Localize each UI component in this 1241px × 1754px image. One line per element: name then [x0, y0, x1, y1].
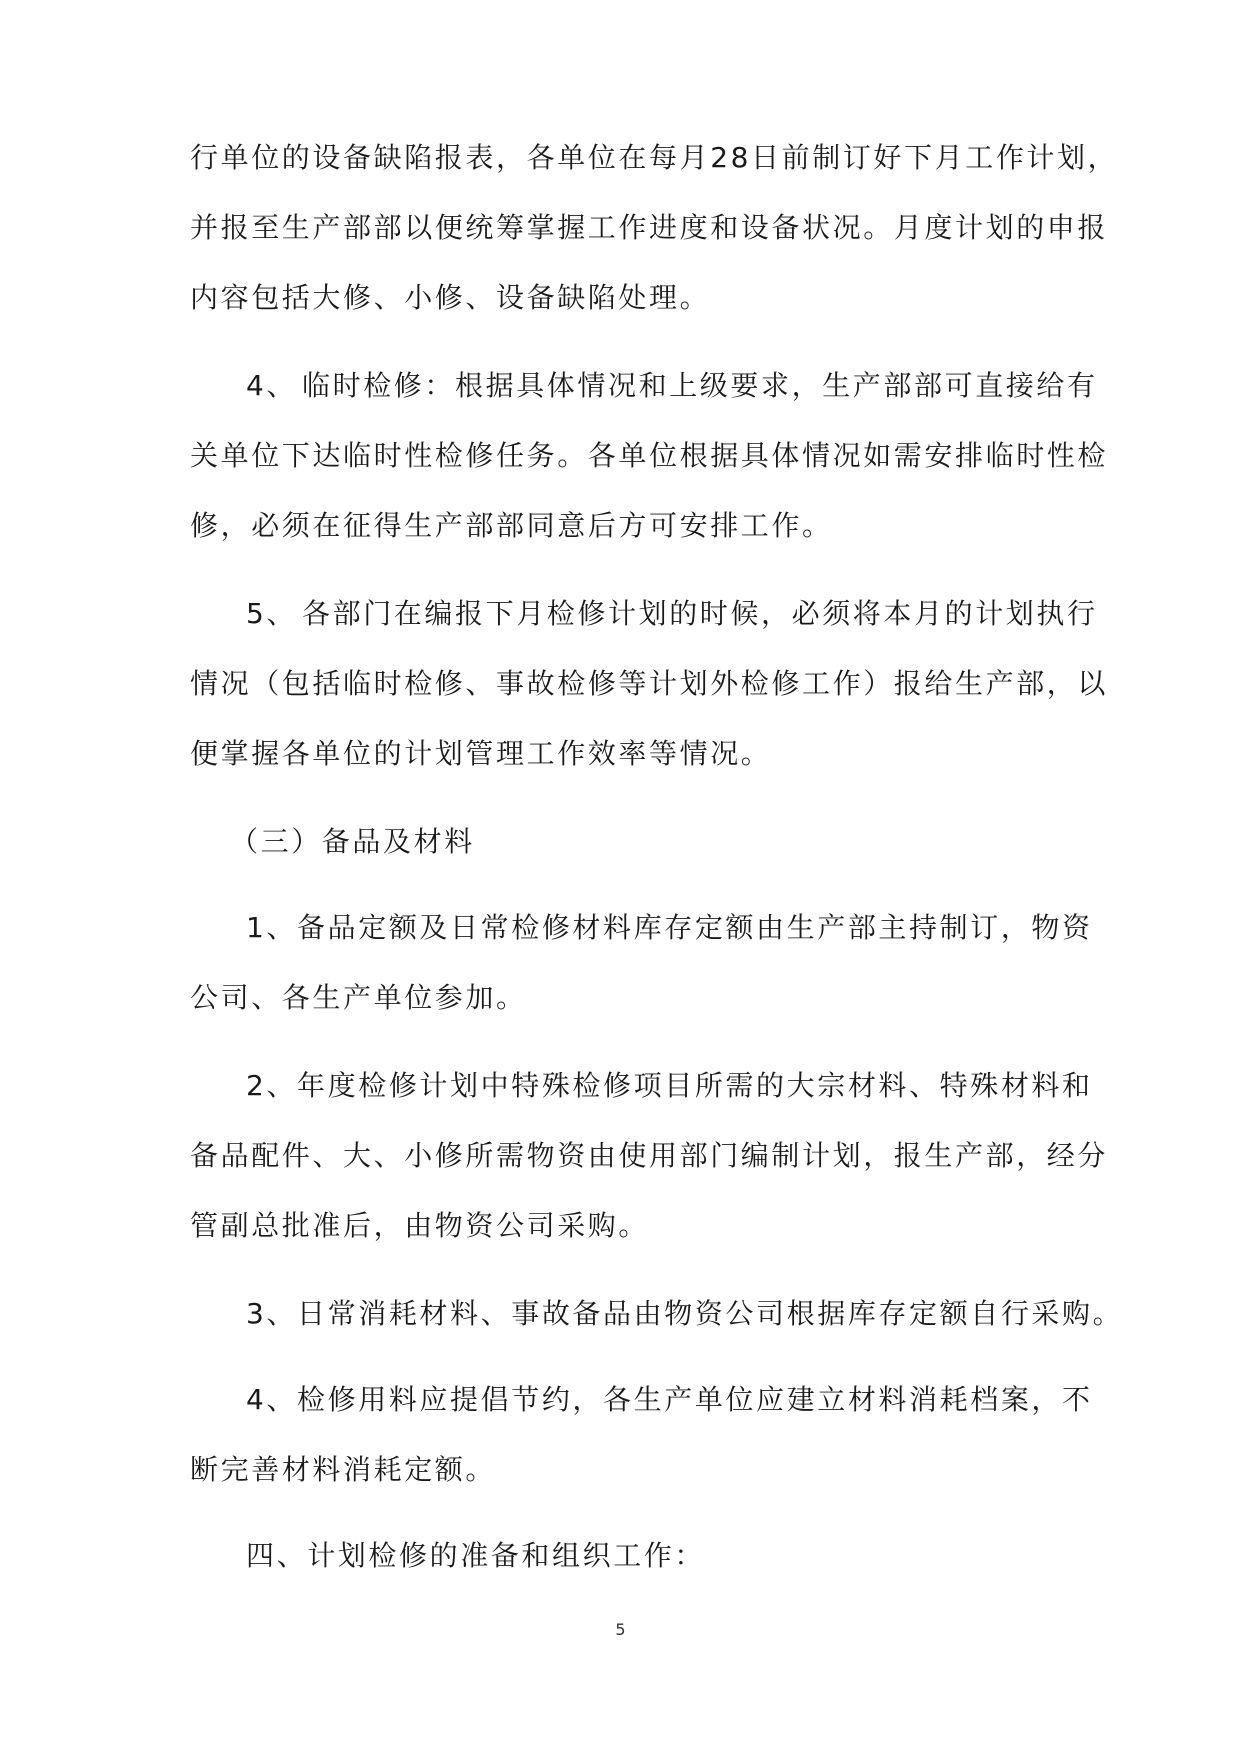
- paragraph-line: 2、年度检修计划中特殊检修项目所需的大宗材料、特殊材料和: [246, 1069, 1093, 1102]
- paragraph-line: 公司、各生产单位参加。: [190, 981, 527, 1014]
- list-item-4: [246, 366, 1126, 406]
- list-item-number: 4、: [246, 369, 298, 402]
- paragraph-line: 3、日常消耗材料、事故备品由物资公司根据库存定额自行采购。: [246, 1297, 1124, 1330]
- paragraph-line: 管副总批准后，由物资公司采购。: [190, 1209, 650, 1242]
- paragraph-line: 备品配件、大、小修所需物资由使用部门编制计划，报生产部，经分: [190, 1139, 1109, 1172]
- paragraph-line: 关单位下达临时性检修任务。各单位根据具体情况如需安排临时性检: [190, 439, 1109, 472]
- paragraph-line: 1、备品定额及日常检修材料库存定额由生产部主持制订，物资: [246, 911, 1093, 944]
- paragraph-line: 临时检修：根据具体情况和上级要求，生产部部可直接给有: [302, 369, 1098, 402]
- paragraph-line: 断完善材料消耗定额。: [190, 1453, 497, 1486]
- page-number: 5: [615, 1620, 626, 1639]
- paragraph-line: 修，必须在征得生产部部同意后方可安排工作。: [190, 509, 833, 542]
- paragraph-line: 并报至生产部部以便统筹掌握工作进度和设备状况。月度计划的申报: [190, 211, 1109, 244]
- paragraph-line: 内容包括大修、小修、设备缺陷处理。: [190, 281, 711, 314]
- paragraph-line: 便掌握各单位的计划管理工作效率等情况。: [190, 737, 772, 770]
- paragraph-line: 各部门在编报下月检修计划的时候，必须将本月的计划执行: [302, 597, 1098, 630]
- section-heading: （三）备品及材料: [230, 825, 475, 858]
- section-heading: 四、计划检修的准备和组织工作：: [246, 1539, 706, 1572]
- list-item-5: [246, 594, 1126, 634]
- paragraph-line: 4、检修用料应提倡节约，各生产单位应建立材料消耗档案，不: [246, 1383, 1093, 1416]
- paragraph-line: 行单位的设备缺陷报表，各单位在每月28日前制订好下月工作计划，: [190, 141, 1119, 174]
- list-item-number: 5、: [246, 597, 298, 630]
- paragraph-line: 情况（包括临时检修、事故检修等计划外检修工作）报给生产部，以: [190, 667, 1109, 700]
